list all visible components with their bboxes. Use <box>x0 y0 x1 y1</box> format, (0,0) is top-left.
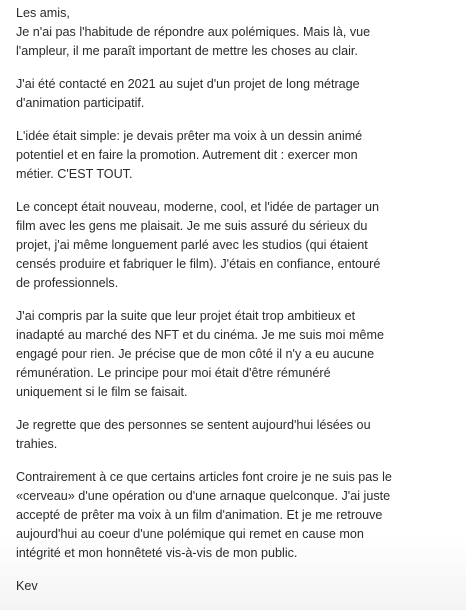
paragraph-understanding: J'ai compris par la suite que leur projet était trop ambitieux et inadapté au marché des NFT et du cinéma. Je me suis moi même engagé pour rien. Je précise que de mon côté il n'y a eu aucune rémunération. Le principe pour moi était d'être rémunéré uniquement si le film se faisait. <box>16 309 384 399</box>
letter-body <box>16 4 456 610</box>
paragraph-greeting: Les amis, Je n'ai pas l'habitude de répondre aux polémiques. Mais là, vue l'ampleur, il me paraît important de mettre les choses au clair. <box>16 6 371 58</box>
paragraph-concept: Le concept était nouveau, moderne, cool, et l'idée de partager un film avec les gens me plaisait. Je me suis assuré du sérieux du projet, j'ai même longuement parlé avec les studios (qui étaient censés produire et fabriquer le film). J'étais en confiance, entouré de professionnels. <box>16 200 381 290</box>
signature: Kev <box>16 579 38 593</box>
paragraph-contact-2021: J'ai été contacté en 2021 au sujet d'un projet de long métrage d'animation participatif. <box>16 77 360 110</box>
paragraph-idea: L'idée était simple: je devais prêter ma voix à un dessin animé potentiel et en faire la promotion. Autrement dit : exercer mon métier. C'EST TOUT. <box>16 129 363 181</box>
paragraph-regret: Je regrette que des personnes se sentent aujourd'hui lésées ou trahies. <box>16 418 371 451</box>
paragraph-clarification: Contrairement à ce que certains articles font croire je ne suis pas le «cerveau» d'une opération ou d'une arnaque quelconque. J'ai juste accepté de prêter ma voix à un film d'animation. Et je me retrouve aujourd'hui au coeur d'une polémique qui remet en cause mon intégrité et mon honnêteté vis-à-vis de mon public. <box>16 470 392 560</box>
